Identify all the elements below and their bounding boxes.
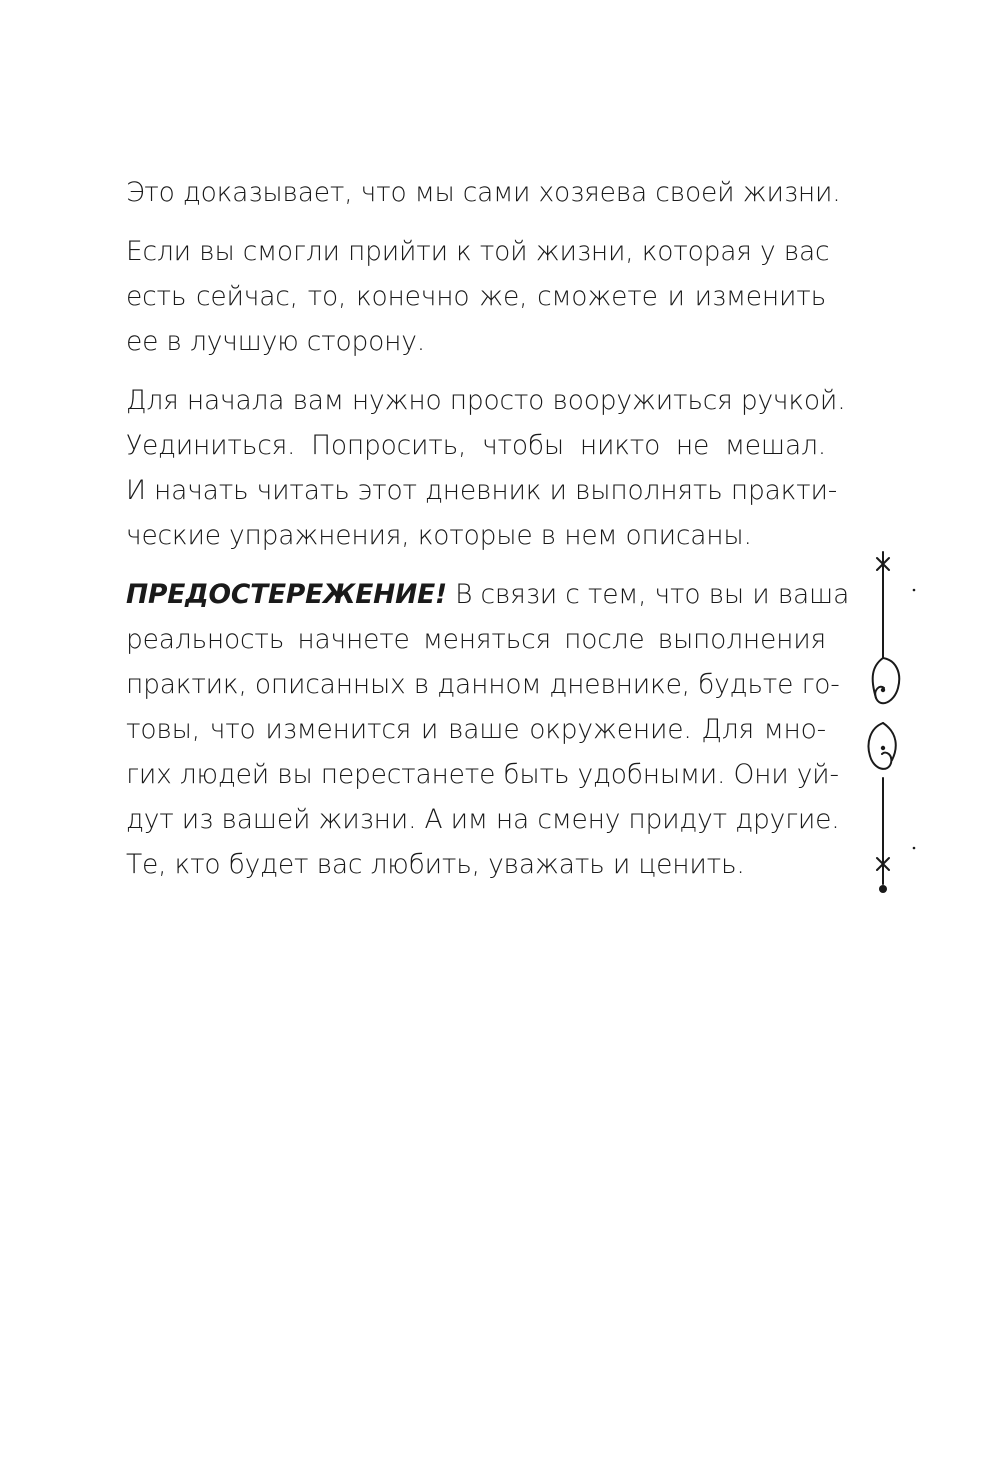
text-line: Те, кто будет вас любить, уважать и ценить. bbox=[126, 849, 745, 880]
text-line: есть сейчас, то, конечно же, сможете и изменить bbox=[126, 281, 826, 312]
text-line: Это доказывает, что мы сами хозяева своей жизни. bbox=[126, 177, 841, 208]
text-line: практик, описанных в данном дневнике, будьте го- bbox=[126, 669, 840, 700]
text-line: дут из вашей жизни. А им на смену придут другие. bbox=[126, 804, 840, 835]
text-line: ее в лучшую сторону. bbox=[126, 326, 425, 357]
paragraph-2 bbox=[126, 229, 830, 364]
text-line: товы, что изменится и ваше окружение. Для мно- bbox=[126, 714, 826, 745]
decorative-flourish-icon bbox=[858, 548, 928, 898]
paragraph-1 bbox=[126, 170, 841, 215]
text-line: гих людей вы перестанете быть удобными. Они уй- bbox=[126, 759, 839, 790]
paragraph-3 bbox=[126, 378, 846, 558]
text-line: Если вы смогли прийти к той жизни, которая у вас bbox=[126, 236, 830, 267]
warning-label: ПРЕДОСТЕРЕЖЕНИЕ! bbox=[126, 579, 447, 610]
warning-line-rest: В связи с тем, что вы и ваша bbox=[455, 579, 850, 610]
text-line: Для начала вам нужно просто вооружиться ручкой. bbox=[126, 385, 846, 416]
text-line: ческие упражнения, которые в нем описаны. bbox=[126, 520, 752, 551]
text-line: реальность начнете меняться после выполнения bbox=[126, 624, 826, 655]
paragraph-4 bbox=[126, 572, 850, 887]
text-line: Уединиться. Попросить, чтобы никто не мешал. bbox=[126, 430, 826, 461]
text-line: И начать читать этот дневник и выполнять практи- bbox=[126, 475, 838, 506]
body-text bbox=[126, 170, 850, 901]
text-line-first bbox=[126, 572, 850, 617]
